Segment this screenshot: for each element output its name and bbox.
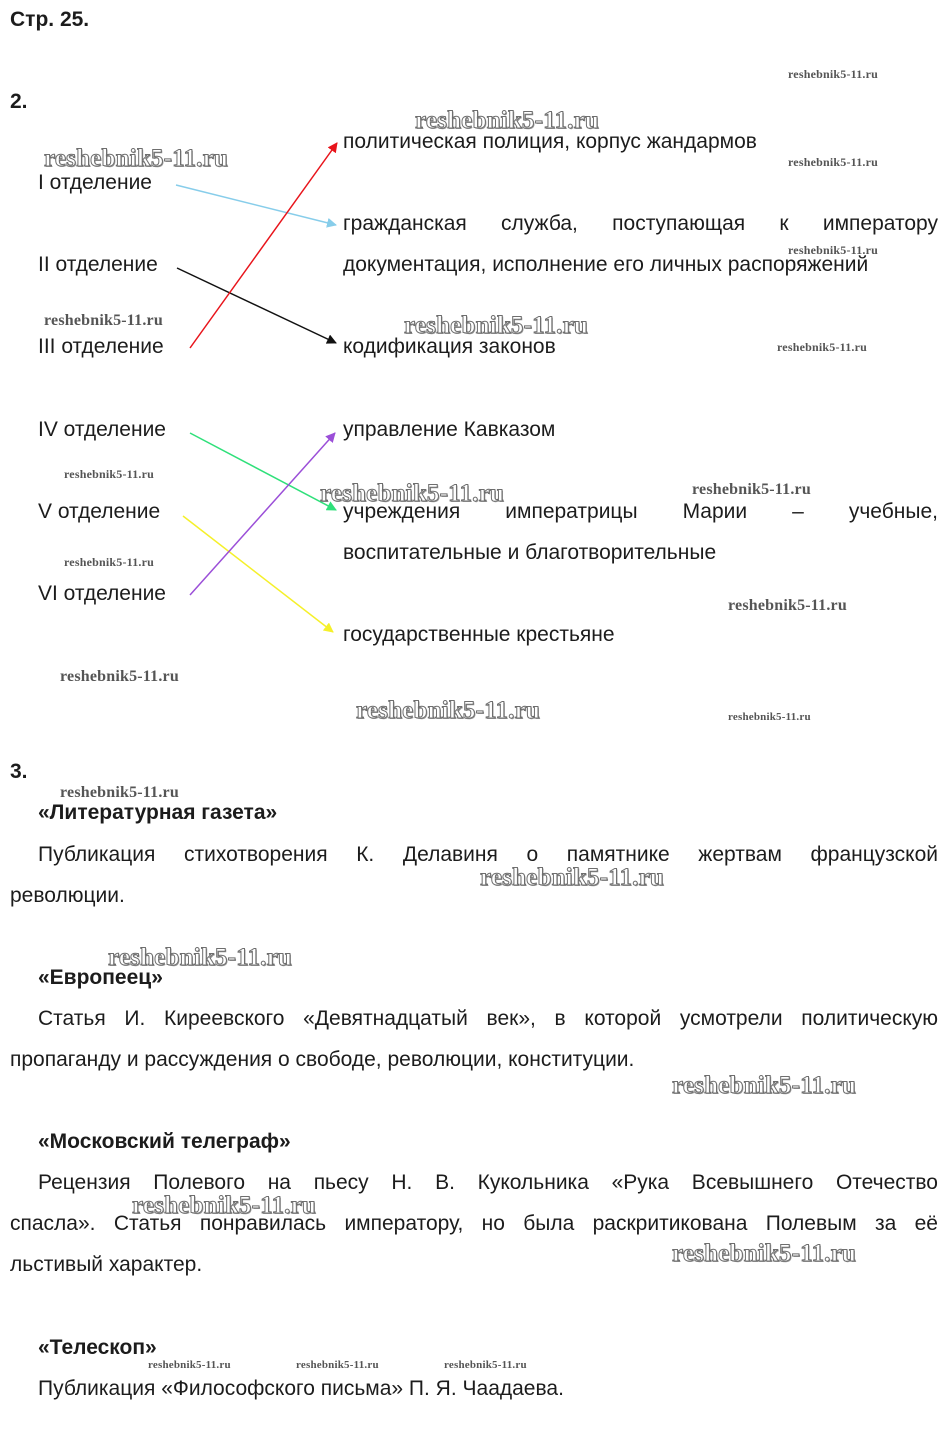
watermark: reshebnik5-11.ru bbox=[672, 1072, 857, 1099]
item-title-4: «Телескоп» bbox=[38, 1336, 157, 1359]
right-item-3: кодификация законов bbox=[343, 335, 556, 358]
watermark: reshebnik5-11.ru bbox=[44, 145, 229, 172]
left-item-4: IV отделение bbox=[38, 418, 166, 441]
left-item-1: I отделение bbox=[38, 171, 152, 194]
item-title-2: «Европеец» bbox=[38, 966, 163, 989]
watermark: reshebnik5-11.ru bbox=[108, 944, 293, 971]
watermark: reshebnik5-11.ru bbox=[788, 155, 878, 169]
item-text-2-line-1: Статья И. Киреевского «Девятнадцатый век», в которой усмотрели политическую bbox=[38, 1007, 938, 1030]
item-text-3-line-1: Рецензия Полевого на пьесу Н. В. Кукольника «Рука Всевышнего Отечество bbox=[38, 1171, 938, 1194]
watermark: reshebnik5-11.ru bbox=[728, 711, 811, 723]
watermark: reshebnik5-11.ru bbox=[132, 1192, 317, 1219]
watermark: reshebnik5-11.ru bbox=[356, 697, 541, 724]
watermark: reshebnik5-11.ru bbox=[692, 481, 811, 498]
right-item-5-line-1: учреждения императрицы Марии – учебные, bbox=[343, 500, 938, 523]
task-2-number: 2. bbox=[10, 90, 28, 113]
watermark: reshebnik5-11.ru bbox=[444, 1359, 527, 1371]
watermark: reshebnik5-11.ru bbox=[480, 864, 665, 891]
watermark: reshebnik5-11.ru bbox=[44, 312, 163, 329]
item-title-3: «Московский телеграф» bbox=[38, 1130, 291, 1153]
page-header: Стр. 25. bbox=[10, 8, 90, 31]
item-text-4-line-1: Публикация «Философского письма» П. Я. Чаадаева. bbox=[38, 1377, 564, 1400]
watermark: reshebnik5-11.ru bbox=[320, 480, 505, 507]
watermark: reshebnik5-11.ru bbox=[728, 597, 847, 614]
right-item-6: государственные крестьяне bbox=[343, 623, 615, 646]
item-text-2-line-2: пропаганду и рассуждения о свободе, революции, конституции. bbox=[10, 1048, 635, 1071]
arrow-v-to-state-peasants bbox=[183, 516, 333, 632]
arrow-vi-to-caucasus bbox=[190, 433, 335, 595]
watermark: reshebnik5-11.ru bbox=[64, 467, 154, 481]
right-item-5-line-2: воспитательные и благотворительные bbox=[343, 541, 717, 564]
watermark: reshebnik5-11.ru bbox=[672, 1240, 857, 1267]
watermark: reshebnik5-11.ru bbox=[415, 107, 600, 134]
item-text-1-line-2: революции. bbox=[10, 884, 125, 907]
arrow-iii-to-police bbox=[190, 143, 337, 348]
item-text-3-line-3: льстивый характер. bbox=[10, 1253, 203, 1276]
watermark: reshebnik5-11.ru bbox=[148, 1359, 231, 1371]
item-text-3-line-2: спасла». Статья понравилась императору, но была раскритикована Полевым за её bbox=[10, 1212, 938, 1235]
right-item-2-line-2: документация, исполнение его личных распоряжений bbox=[343, 253, 869, 276]
watermark: reshebnik5-11.ru bbox=[64, 555, 154, 569]
watermark: reshebnik5-11.ru bbox=[777, 340, 867, 354]
arrow-i-to-civil-service bbox=[176, 185, 336, 225]
watermark: reshebnik5-11.ru bbox=[404, 312, 589, 339]
left-item-6: VI отделение bbox=[38, 582, 166, 605]
item-text-1-line-1: Публикация стихотворения К. Делавиня о памятнике жертвам французской bbox=[38, 843, 938, 866]
watermark: reshebnik5-11.ru bbox=[788, 243, 878, 257]
watermark: reshebnik5-11.ru bbox=[60, 784, 179, 801]
left-item-5: V отделение bbox=[38, 500, 161, 523]
left-item-2: II отделение bbox=[38, 253, 158, 276]
left-item-3: III отделение bbox=[38, 335, 164, 358]
watermark: reshebnik5-11.ru bbox=[60, 668, 179, 685]
task-3-number: 3. bbox=[10, 760, 28, 783]
right-item-1: политическая полиция, корпус жандармов bbox=[343, 130, 757, 153]
right-item-4: управление Кавказом bbox=[343, 418, 556, 441]
right-item-2-line-1: гражданская служба, поступающая к императору bbox=[343, 212, 938, 235]
arrow-iv-to-empress-institutions bbox=[190, 433, 336, 510]
watermark: reshebnik5-11.ru bbox=[788, 67, 878, 81]
item-title-1: «Литературная газета» bbox=[38, 801, 278, 824]
watermark: reshebnik5-11.ru bbox=[296, 1359, 379, 1371]
